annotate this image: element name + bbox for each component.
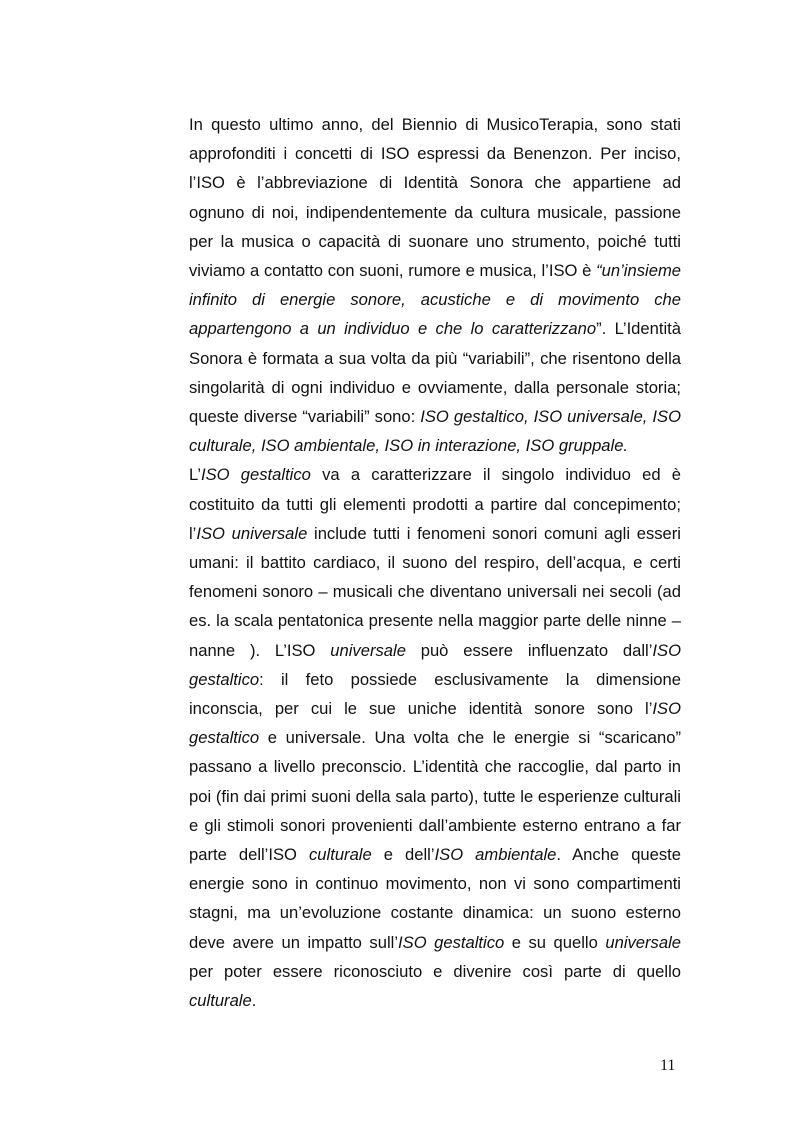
text-run: In questo ultimo anno, del Biennio di MusicoTerapia, sono stati approfonditi i concetti di ISO espressi da Benenzon. Per inciso, l’ISO è l’abbreviazione di Identità Sonora che appartiene ad ognuno di noi, indipendentemente da cultura musicale, passione per la musica o capacità di suonare uno strumento, poiché tutti viviamo a contatto con suoni, rumore e musica, l’ISO è [189,115,681,281]
page-number: 11 [660,1057,676,1074]
text-run: . Anche queste energie sono in continuo movimento, non vi sono compartimenti stagni, ma un’evoluzione costante dinamica: un suono esterno deve avere un impatto sull’ [189,845,682,952]
italic-term: universale [605,932,681,952]
iso-definition-quote: “un’insieme infinito di energie sonore, acustiche e di movimento che appartengono a un individuo e che lo caratterizzano [189,261,681,339]
paragraph-iso-introduction [189,110,681,460]
text-run: e universale. Una volta che le energie si “scaricano” passano a livello preconscio. L’identità che raccoglie, dal parto in poi (fin dai primi suoni della sala parto), tutte le esperienze culturali e gli stimoli sonori provenienti dall’ambiente esterno entrano a far parte dell’ISO [189,728,681,865]
text-run: e dell’ [371,845,435,865]
text-run: . [251,991,257,1011]
italic-term: universale [330,640,406,660]
italic-term: ISO gestaltico [189,699,681,748]
text-run: ”. L’Identità Sonora è formata a sua volta da più “variabili”, che risentono della singolarità di ogni individuo e ovviamente, dalla personale storia; queste diverse “variabili” sono: [189,319,681,427]
italic-term: ISO gestaltico [201,465,311,485]
text-run: per poter essere riconosciuto e divenire così parte di quello [189,961,681,981]
text-run: e su quello [504,932,606,952]
text-run: : il feto possiede esclusivamente la dimensione inconscia, per cui le sue uniche identità sonore sono l’ [189,669,681,719]
italic-term: ISO gestaltico [189,640,681,689]
italic-term: ISO universale [196,523,308,543]
text-run: include tutti i fenomeni sonori comuni agli esseri umani: il battito cardiaco, il suono del respiro, dell’acqua, e certi fenomeni sonoro – musicali che diventano universali nei secoli (ad es. la scala pentatonica presente nella maggior parte delle ninne – nanne ). L’ISO [189,523,681,660]
body-text [189,110,681,1015]
paragraph-iso-types [189,460,681,1015]
italic-term: culturale [189,991,252,1011]
italic-term: culturale [309,845,372,865]
iso-variables-list: ISO gestaltico, ISO universale, ISO culturale, ISO ambientale, ISO in interazione, ISO gruppale. [189,407,681,456]
italic-term: ISO gestaltico [398,932,505,952]
text-run: L’ [189,465,201,485]
text-run: va a caratterizzare il singolo individuo ed è costituito da tutti gli elementi prodotti a partire dal concepimento; l’ [189,465,681,543]
italic-term: ISO ambientale [434,845,557,865]
text-run: può essere influenzato dall’ [405,640,653,660]
